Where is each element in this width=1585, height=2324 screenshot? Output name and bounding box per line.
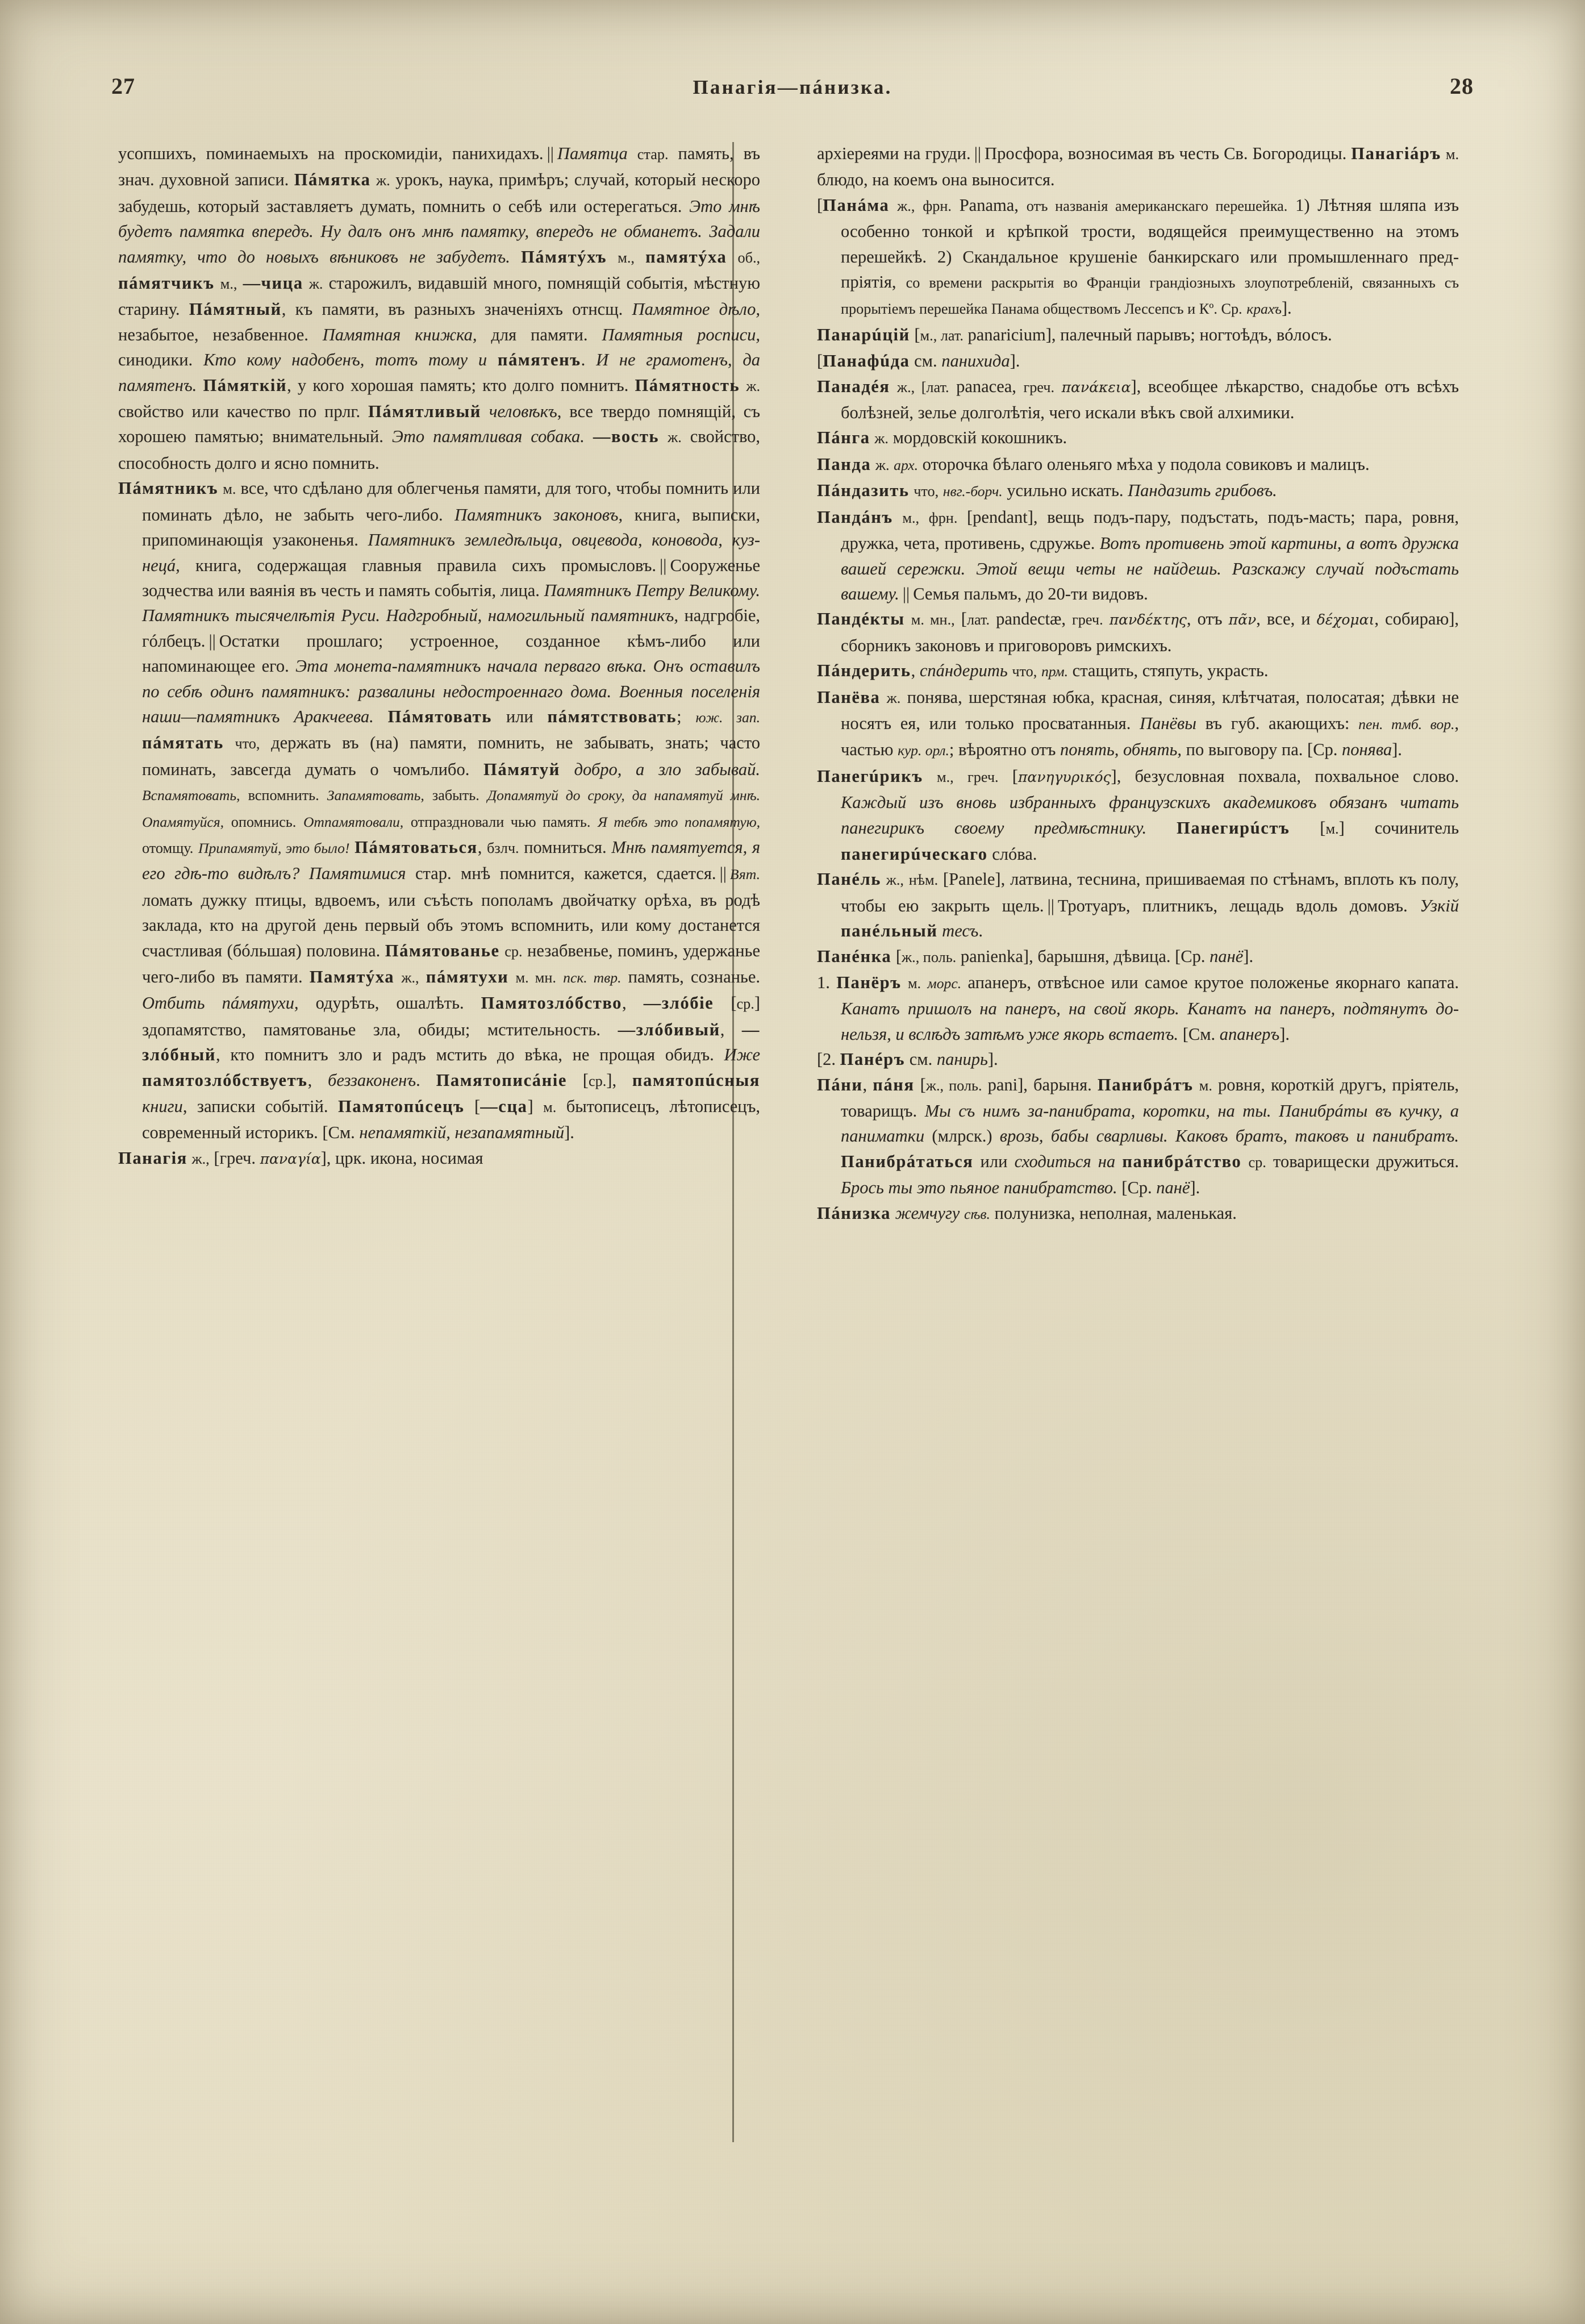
entry-pani: Пáни, пáня [ж., поль. pani], барыня. Панибрáтъ м. ровня, короткій другъ, пріятель, товарищъ. Мы съ нимъ за-панибрата, коротки, на ты. Панибрáты въ кучку, а паниматки (млрск.) врозь, бабы сварливы. Каковъ братъ, таковъ и панибратъ. Панибрáтаться или сходиться на панибрáтство ср. товарищески дружиться. Брось ты это пьяное панибратство. [Ср. панё].	[817, 1074, 1459, 1198]
folio-left: 27	[111, 73, 135, 99]
entry-panel: Панéль ж., нѣм. [Panele], латвина, теснина, пришиваемая по стѣнамъ, вплоть къ полу, чтобы ею закрыть щель. || Тротуаръ, плитникъ, лещадь вдоль домовъ. Узкій панéльный тесъ.	[817, 869, 1459, 941]
entry-panga: Пáнга ж. мордовскій кокошникъ.	[817, 428, 1067, 448]
entry-panama: [Панáма ж., фрн. Panama, отъ названія американскаго перешейка. 1) Лѣтняя шляпа изъ особенно тонкой и крѣпкой трости, водящейся преимущественно на этомъ перешейкѣ. 2) Скандальное крушеніе банкирскаго или промышленнаго предпріятія, со времени раскрытія во Франціи грандіозныхъ злоупотребленій, связанныхъ съ прорытіемъ перешейка Панама обществомъ Лессепсъ и Кº. Ср. крахъ].	[817, 195, 1459, 318]
running-head	[111, 73, 1474, 105]
entry-panadeya: Панадéя ж., [лат. panacea, греч. πανάκεια], всеобщее лѣкарство, снадобье отъ всѣхъ болѣзней, зелье долголѣтія, чего искали вѣкъ свой алхимики.	[817, 376, 1459, 423]
entry-panagiya: Панагія ж., [греч. παναγία], црк. икона, носимая	[118, 1148, 483, 1168]
column-right	[801, 141, 1459, 2164]
entry-panagiya-continuation: архіереями на груди. || Просфора, возносимая въ честь Св. Богородицы. Панагіáръ м. блюдо, на коемъ она выносится.	[817, 144, 1459, 190]
column-left	[118, 141, 760, 2164]
entry-paner-2: [2. Панéръ см. панирь].	[817, 1049, 998, 1069]
entry-panafida: [Панафúда см. панихида].	[817, 351, 1020, 371]
folio-right: 28	[1450, 73, 1474, 99]
entry-panda: Панда ж. арх. оторочка бѣлаго оленьяго мѣха у подола совиковъ и малицъ.	[817, 454, 1370, 474]
entry-pandan: Пандáнъ м., фрн. [pendant], вещь подъ-пару, подъстать, подъ-масть; пара, ровня, дружка, чета, противень, сдружье. Вотъ противень этой картины, а вотъ дружка вашей сережки. Этой вещи четы не найдешь. Разскажу случай подъстать вашему. || Семья пальмъ, до 20-ти видовъ.	[817, 507, 1459, 603]
entry-pandazit: Пáндазить что, нвг.-борч. усильно искать. Пандазить грибовъ.	[817, 481, 1277, 501]
entry-paner-1: 1. Панёръ м. морс. апанеръ, отвѣсное или самое крутое положенье якорнаго капата. Канатъ пришолъ на панеръ, на свой якорь. Канатъ на панеръ, подтянутъ до-нельзя, и вслѣдъ затѣмъ уже якорь встаетъ. [См. апанеръ].	[817, 973, 1459, 1044]
entry-panderit: Пáндерить, спáндерить что, прм. стащить, стяпуть, украсть.	[817, 661, 1269, 681]
entry-panizka: Пáнизка жемчугу сѣв. полунизка, неполная, маленькая.	[817, 1203, 1237, 1223]
entry-pandekty: Пандéкты м. мн., [лат. pandectæ, греч. πανδέκτης, отъ πᾶν, все, и δέχομαι, собираю], сборникъ законовъ и приговоровъ римскихъ.	[817, 609, 1459, 655]
entry-pamyatca-continuation: усопшихъ, поминаемыхъ на проскомидіи, панихидахъ. || Памятца стар. память, въ знач. духовной записи. Пáмятка ж. урокъ, наука, примѣръ; случай, который нескоро забудешь, который заставляетъ думать, помнить о себѣ или остерегаться. Это мнѣ будетъ памятка впередъ. Ну далъ онъ мнѣ памятку, впередъ не обманетъ. Задали памятку, что до новыхъ вѣниковъ не забудетъ. Пáмятýхъ м., памятýха об., пáмятчикъ м., —чица ж. старожилъ, видавшій много, помнящій событія, мѣстную старину. Пáмятный, къ памяти, въ разныхъ значеніяхъ отнсщ. Памятное дѣло, незабытое, незабвенное. Памятная книжка, для памяти. Памятныя росписи, синодики. Кто кому надобенъ, тотъ тому и пáмятенъ. И не грамотенъ, да памятенъ. Пáмяткій, у кого хорошая память; кто долго помнитъ. Пáмятность ж. свойство или качество по прлг. Пáмятливый человѣкъ, все твердо помнящій, съ хорошею памятью; внимательный. Это памятливая собака. —вость ж. свойство, способность долго и ясно помнить.	[118, 144, 761, 473]
running-head-title: Панагія—пáнизка.	[693, 76, 892, 98]
text-columns	[118, 141, 1459, 2164]
entry-pamyatnik: Пáмятникъ м. все, что сдѣлано для облегченья памяти, для того, чтобы помнить или поминать дѣло, не забыть чего-либо. Памятникъ законовъ, книга, выписки, припоминающія узаконенья. Памятникъ земледѣльца, овцевода, коновода, кузнецá, книга, содержащая главныя правила сихъ промысловъ. || Сооруженье зодчества или ваянія въ честь и память событія, лица. Памятникъ Петру Великому. Памятникъ тысячелѣтія Руси. Надгробный, намогильный памятникъ, надгробіе, гóлбецъ. || Остатки прошлаго; устроенное, созданное кѣмъ-либо или напоминающее его. Эта монета-памятникъ начала перваго вѣка. Онъ оставилъ по себѣ одинъ памятникъ: развалины недостроеннаго дома. Военныя поселенія наши—памятникъ Аракчеева. Пáмятовать или пáмятствовать; юж. зап. пáмятать что, держать въ (на) памяти, помнить, не забывать, знать; часто поминать, завсегда думать о чомълибо. Пáмятуй добро, а зло забывай. Вспамятовать, вспомнить. Запамятовать, забыть. Допамятуй до сроку, да напамятуй мнѣ. Опамятуйся, опомнись. Отпамятовали, отпраздновали чью память. Я тебѣ это попамятую, отомщу. Припамятуй, это было! Пáмятоваться, бзлч. помниться. Мнѣ памятуется, я его гдѣ-то видѣлъ? Памятимися стар. мнѣ помнится, кажется, сдается. || Вят. ломать дужку птицы, вдвоемъ, или съѣсть пополамъ двойчатку орѣха, въ родѣ заклада, кто на другой день первый объ этомъ вспомнить, или кому достанется счастливая (бóльшая) половина. Пáмятованье ср. незабвенье, поминъ, удержанье чего-либо въ памяти. Памятýха ж., пáмятухи м. мн. пск. твр. память, сознанье. Отбить пáмятухи, одурѣть, ошалѣть. Памятозлóбство, —злóбіе [ср.] здопамятство, памятованье зла, обиды; мстительность. —злóбивый, —злóбный, кто помнитъ зло и радъ мстить до вѣка, не прощая обидъ. Иже памятозлóбствуетъ, беззаконенъ. Памятописáніе [ср.], памятопúсныя книги, записки событій. Памятопúсецъ [—сца] м. бытописецъ, лѣтописецъ, современный историкъ. [См. непамяткій, незапамятный].	[118, 478, 761, 1143]
entry-panaritsiy: Панарúцій [м., лат. panaricium], палечный парывъ; ногтоѣдъ, вóлосъ.	[817, 324, 1332, 344]
entry-panegirik: Панегúрикъ м., греч. [πανηγυρικός], безусловная похвала, похвальное слово. Каждый изъ вновь избранныхъ французскихъ академиковъ обязанъ читать панегирикъ своему предмѣстнику. Панегирúстъ [м.] сочинитель панегирúческаго слóва.	[817, 766, 1459, 864]
entry-paneva: Панёва ж. понява, шерстяная юбка, красная, синяя, клѣтчатая, полосатая; дѣвки не носятъ ея, или только просватанныя. Панёвы въ губ. акающихъ: пен. тмб. вор., частью кур. орл.; вѣроятно отъ понять, обнять, по выговору па. [Ср. понява].	[817, 687, 1459, 760]
entry-panenka: Панéнка [ж., поль. panienka], барышня, дѣвица. [Ср. панё].	[817, 946, 1254, 966]
